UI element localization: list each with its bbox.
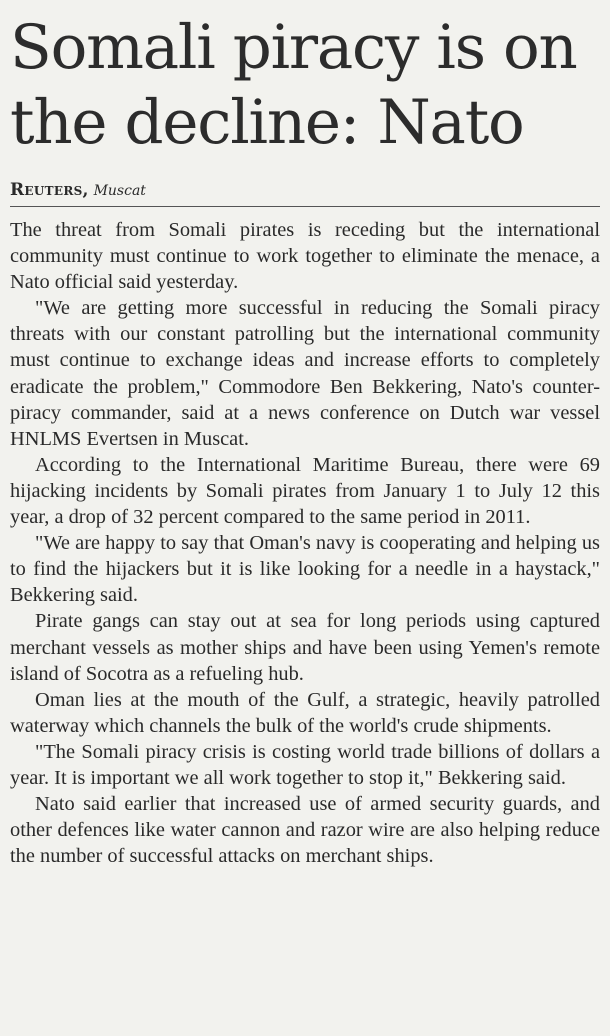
paragraph-6: Oman lies at the mouth of the Gulf, a strategic, heavily patrolled waterway which channels the bulk of the world's crude shipments.	[10, 688, 600, 737]
byline	[10, 178, 600, 202]
byline-dateline: Muscat	[93, 183, 146, 199]
headline-line-2: the decline: Nato	[10, 87, 524, 158]
headline	[10, 10, 600, 160]
paragraph-4: "We are happy to say that Oman's navy is cooperating and helping us to find the hijackers but it is like looking for a needle in a haystack," Bekkering said.	[10, 532, 600, 607]
paragraph-1: The threat from Somali pirates is receding but the international community must continue to work together to eliminate the menace, a Nato official said yesterday.	[10, 219, 600, 294]
paragraph-5: Pirate gangs can stay out at sea for long periods using captured merchant vessels as mother ships and have been using Yemen's remote island of Socotra as a refueling hub.	[10, 610, 600, 685]
paragraph-2: "We are getting more successful in reducing the Somali piracy threats with our constant patrolling but the international community must continue to exchange ideas and increase efforts to completely eradicate the problem," Commodore Ben Bekkering, Nato's counter-piracy commander, said at a news conference on Dutch war vessel HNLMS Evertsen in Muscat.	[10, 297, 600, 450]
paragraph-8: Nato said earlier that increased use of armed security guards, and other defences like water cannon and razor wire are also helping reduce the number of successful attacks on merchant ships.	[10, 793, 600, 868]
paragraph-7: "The Somali piracy crisis is costing world trade billions of dollars a year. It is important we all work together to stop it," Bekkering said.	[10, 740, 600, 789]
byline-agency: Reuters,	[10, 180, 89, 200]
headline-line-1: Somali piracy is on	[10, 12, 577, 83]
paragraph-3: According to the International Maritime Bureau, there were 69 hijacking incidents by Somali pirates from January 1 to July 12 this year, a drop of 32 percent compared to the same period in 2011.	[10, 453, 600, 529]
byline-divider	[10, 206, 600, 207]
article-body	[10, 217, 600, 869]
